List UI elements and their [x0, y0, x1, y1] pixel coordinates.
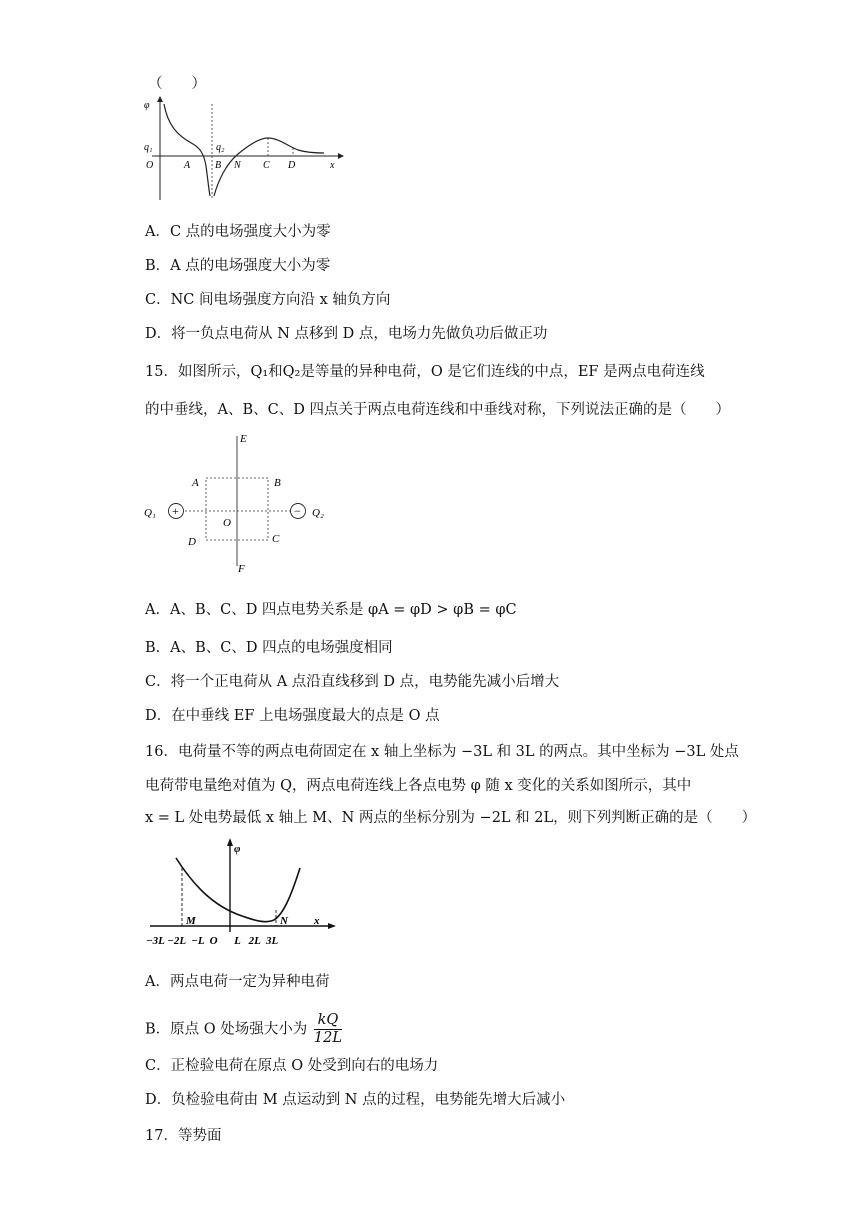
q14-answer-bracket: （ ）: [148, 76, 206, 92]
q16-stem-line2: 电荷带电量绝对值为 Q，两点电荷连线上各点电势 φ 随 x 变化的关系如图所示，其中: [145, 778, 692, 794]
x-tick-labels: −3L −2L −L O L 2L 3L: [146, 935, 279, 947]
point-d-label: D: [188, 536, 196, 548]
point-o-label: O: [223, 517, 231, 529]
q16-stem-line1: 16．电荷量不等的两点电荷固定在 x 轴上坐标为 −3L 和 3L 的两点。其中坐标为 −3L 处点: [145, 744, 739, 760]
q16-option-a: A．两点电荷一定为异种电荷: [145, 974, 330, 990]
q15-stem-line2: 的中垂线，A、B、C、D 四点关于两点电荷连线和中垂线对称，下列说法正确的是（ ）: [145, 402, 730, 418]
q15-option-a: A．A、B、C、D 四点电势关系是 φA = φD > φB = φC: [145, 602, 517, 618]
point-d-label: D: [288, 160, 296, 171]
point-c-label: C: [272, 533, 280, 545]
origin-label: O: [146, 160, 154, 171]
q14-potential-graph: [138, 96, 348, 204]
q15-stem-line1: 15．如图所示，Q₁和Q₂是等量的异种电荷，O 是它们连线的中点，EF 是两点电荷连线: [145, 364, 705, 380]
q15-option-c: C．将一个正电荷从 A 点沿直线移到 D 点，电势能先减小后增大: [145, 674, 560, 690]
q16-option-c: C．正检验电荷在原点 O 处受到向右的电场力: [145, 1058, 439, 1074]
q16-option-b: [145, 1012, 342, 1047]
q15-charge-diagram: [140, 428, 340, 576]
q2-label: q₂: [216, 142, 225, 153]
point-a-label: A: [184, 160, 191, 171]
x-axis-label: x: [314, 915, 320, 927]
point-a-label: A: [192, 477, 199, 489]
q1-label: q₁: [144, 142, 153, 153]
point-b-label: B: [274, 477, 281, 489]
fraction-denominator: 12L: [313, 1030, 342, 1046]
point-n-label: N: [234, 160, 241, 171]
fraction-numerator: kQ: [314, 1012, 342, 1030]
plus-sign: +: [172, 504, 179, 518]
q14-option-c: C．NC 间电场强度方向沿 x 轴负方向: [145, 292, 391, 308]
point-b-label: B: [215, 160, 222, 171]
q16-potential-graph: [142, 838, 342, 950]
point-e-label: E: [240, 433, 247, 445]
q14-option-b: B．A 点的电场强度大小为零: [145, 258, 331, 274]
point-f-label: F: [238, 563, 245, 575]
point-c-label: C: [263, 160, 270, 171]
q17-title: 17．等势面: [145, 1128, 222, 1144]
q16-stem-line3: x = L 处电势最低 x 轴上 M、N 两点的坐标分别为 −2L 和 2L，则下列判断正确的是（ ）: [145, 810, 757, 826]
point-m-label: M: [186, 915, 196, 927]
phi-axis-label: φ: [234, 843, 241, 855]
q16-option-d: D．负检验电荷由 M 点运动到 N 点的过程，电势能先增大后减小: [145, 1092, 566, 1108]
phi-axis-label: φ: [144, 100, 150, 111]
q1-label: Q₁: [144, 507, 156, 519]
point-n-label: N: [280, 915, 288, 927]
q14-option-d: D．将一负点电荷从 N 点移到 D 点，电场力先做负功后做正功: [145, 326, 548, 342]
fraction: [314, 1012, 342, 1047]
minus-sign: −: [294, 504, 301, 518]
q2-label: Q₂: [312, 507, 324, 519]
x-axis-label: x: [330, 160, 335, 171]
q14-option-a: A．C 点的电场强度大小为零: [145, 224, 331, 240]
q15-option-b: B．A、B、C、D 四点的电场强度相同: [145, 640, 393, 656]
q15-option-d: D．在中垂线 EF 上电场强度最大的点是 O 点: [145, 708, 440, 724]
q16-option-b-text: B．原点 O 处场强大小为: [145, 1021, 308, 1038]
